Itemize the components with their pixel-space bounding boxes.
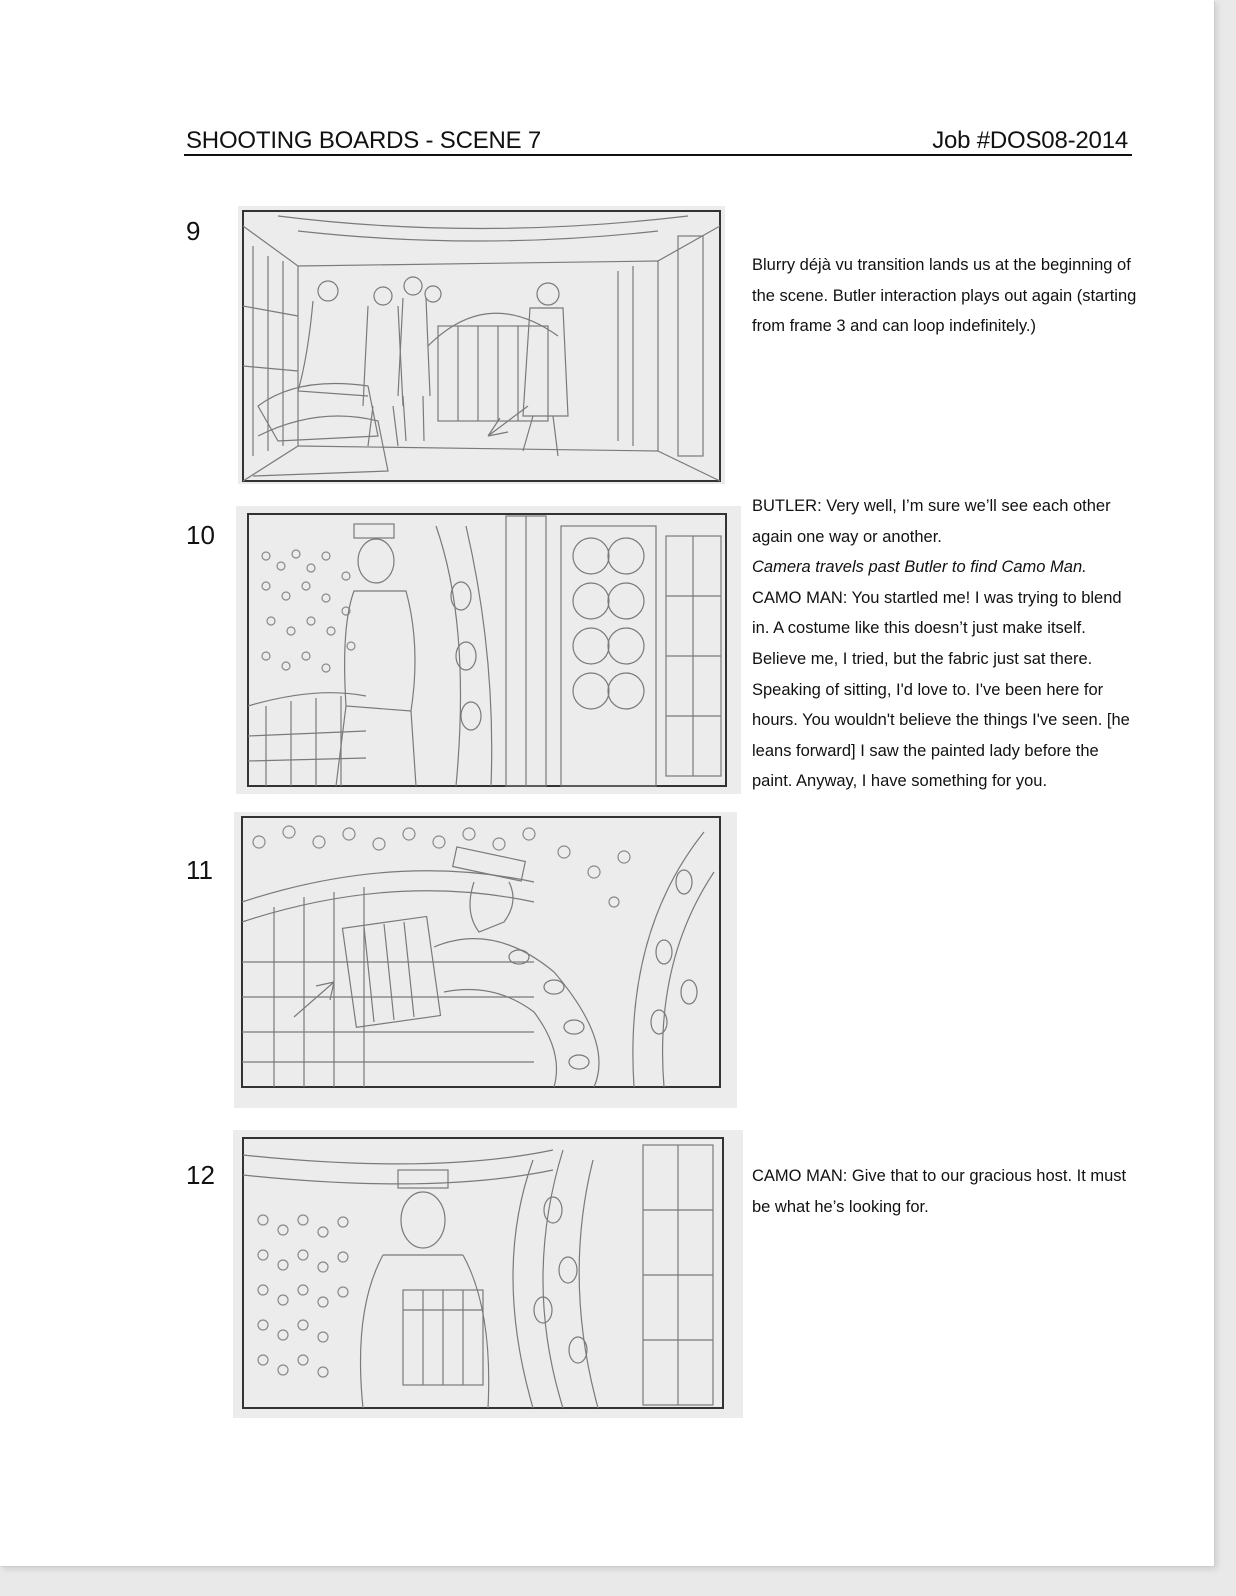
job-number: Job #DOS08-2014 (932, 127, 1128, 154)
storyboard-panel-sketch (236, 506, 741, 794)
dialogue-text: Give that to our gracious host. It must be what he’s looking for. (752, 1167, 1127, 1216)
storyboard-panel-sketch (233, 1130, 743, 1418)
frame-notes (752, 250, 1142, 342)
storyboard-panel-sketch (234, 812, 737, 1108)
page-header (184, 124, 1132, 156)
page-title: SHOOTING BOARDS - SCENE 7 (186, 127, 542, 154)
dialogue-line (752, 1161, 1142, 1222)
dialogue-text: Very well, I’m sure we’ll see each other again one way or another. (752, 497, 1111, 546)
storyboard-panel-sketch (238, 206, 725, 484)
frame-notes (752, 1161, 1142, 1222)
frame-notes (752, 491, 1142, 797)
camera-direction: Camera travels past Butler to find Camo Man. (752, 558, 1087, 577)
speaker-name: BUTLER: (752, 497, 822, 515)
frame-number: 11 (186, 855, 213, 885)
speaker-name: CAMO MAN: (752, 1167, 848, 1185)
dialogue-line (752, 583, 1142, 797)
frame-number: 12 (186, 1160, 215, 1190)
frame-number: 10 (186, 520, 215, 550)
frame-number: 9 (186, 216, 201, 246)
dialogue-text: You startled me! I was trying to blend in. A costume like this doesn’t just make itself. Believe me, I tried, but the fabric just sat there. Speaking of sitting, I'd love to. I've been here for hours. You wouldn't believe the things I've seen. [he leans forward] I saw the painted lady before the paint. Anyway, I have something for you. (752, 588, 1130, 791)
action-note: Blurry déjà vu transition lands us at the beginning of the scene. Butler interaction plays out again (starting from frame 3 and can loop indefinitely.) (752, 256, 1137, 336)
dialogue-line (752, 491, 1142, 552)
speaker-name: CAMO MAN: (752, 588, 848, 607)
